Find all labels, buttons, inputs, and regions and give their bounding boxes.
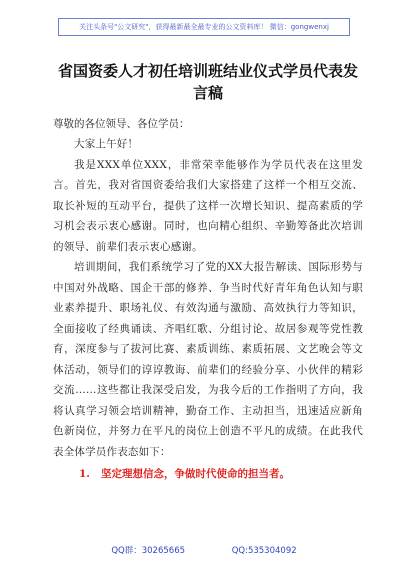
paragraph: 培训期间，我们系统学习了党的XX大报告解读、国际形势与中国对外战略、国企干部的修养、争当时代好青年角色认知与职业素养提升、职场礼仪、有效沟通与激励、高效执行力等知识，全面接收了经典诵读、齐唱红歌、分组讨论、故居参观等党性教育，深度参与了拔河比赛、素质训练、素质拓展、文艺晚会等文体活动，领导们的谆谆教诲、前辈们的经验分享、小伙伴的精彩交流……这些都让我深受启发，为我今后的工作指明了方向，我将认真学习领会培训精神，勤奋工作、主动担当，迅速适应新角色新岗位，并努力在平凡的岗位上创造不平凡的成绩。在此我代表全体学员作表态如下： xyxy=(53,261,363,458)
section-heading xyxy=(53,464,363,484)
salutation: 尊敬的各位领导、各位学员： xyxy=(53,118,190,130)
document-title: 省国资委人才初任培训班结业仪式学员代表发言稿 xyxy=(57,62,358,102)
footer-qq-group: QQ群：30265665 xyxy=(111,546,186,556)
footer-qq: QQ:535304092 xyxy=(231,546,297,556)
section-number: 1. xyxy=(79,468,90,480)
header-banner: 关注头条号"公文研究"，获得最新最全最专业的公文资料库！ 微信：gongwenxj xyxy=(58,18,350,36)
greeting: 大家上午好！ xyxy=(74,138,139,150)
document-body xyxy=(53,60,363,484)
section-heading-text: 坚定理想信念，争做时代使命的担当者。 xyxy=(101,468,290,480)
footer xyxy=(0,544,408,556)
paragraph: 我是XXX单位XXX，非常荣幸能够作为学员代表在这里发言。首先，我对省国资委给我们大家搭建了这样一个相互交流、取长补短的互动平台，提供了这样一次增长知识、提高素质的学习机会表示衷心感谢。同时，也向精心组织、辛勤筹备此次培训的领导、前辈们表示衷心感谢。 xyxy=(53,158,363,253)
